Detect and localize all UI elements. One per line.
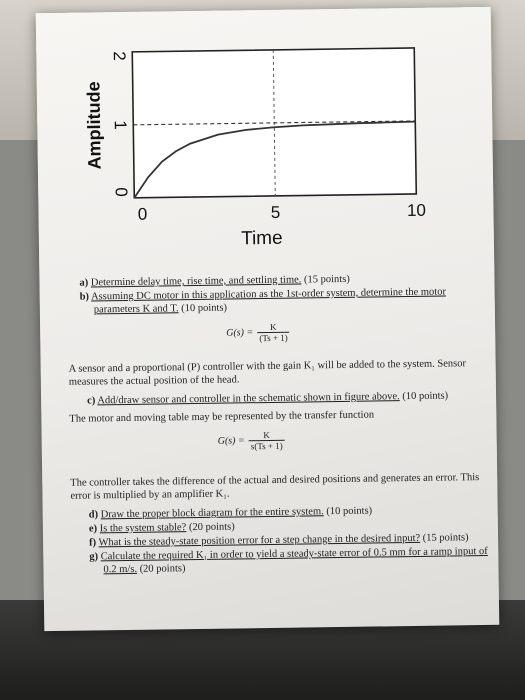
x-tick-label: 5 <box>270 202 281 222</box>
transfer-function-2 <box>218 430 285 452</box>
controller-paragraph-line-1: The controller takes the difference of the actual and desired positions and generates an error. This <box>70 472 480 489</box>
controller-paragraph-line-2: error is multiplied by an amplifier K₁. <box>70 488 230 502</box>
question-f-points: (15 points) <box>420 532 469 544</box>
formula-1-lhs: G(s) = <box>226 327 254 339</box>
formula-2-numerator: K <box>249 430 285 442</box>
question-b-cont <box>94 302 227 317</box>
question-f-label: f) <box>89 537 97 549</box>
x-tick-label: 10 <box>406 200 427 221</box>
sensor-paragraph-line-1: A sensor and a proportional (P) controller with the gain K₁ will be added to the system. Sensor <box>68 358 467 375</box>
question-e-points: (20 points) <box>186 521 235 534</box>
x-tick-label: 0 <box>137 204 148 224</box>
formula-1-numerator: K <box>257 322 290 333</box>
step-response-chart <box>36 7 494 253</box>
y-axis-label: Amplitude <box>83 81 105 170</box>
question-a-label: a) <box>79 277 89 289</box>
question-a-text: Determine delay time, rise time, and settling time. <box>90 274 302 289</box>
y-tick-label: 2 <box>109 51 129 61</box>
question-b-text-1: Assuming DC motor in this application as the 1st-order system, determine the motor <box>90 286 447 303</box>
question-g-text-1: Calculate the required K₁ in order to yield a steady-state error of 0.5 mm for a ramp input of <box>100 545 488 563</box>
question-d-points: (10 points) <box>323 505 373 518</box>
question-d-text: Draw the proper block diagram for the entire system. <box>100 506 324 521</box>
question-c-label: c) <box>87 395 96 407</box>
question-c-points: (10 points) <box>399 390 449 403</box>
formula-2-denominator: s(Ts + 1) <box>250 440 283 452</box>
sensor-paragraph-line-2: measures the actual position of the head. <box>68 374 240 388</box>
question-g-points: (20 points) <box>136 563 186 575</box>
question-d <box>89 505 373 522</box>
motor-paragraph: The motor and moving table may be represented by the transfer function <box>69 409 375 425</box>
question-b-points: (10 points) <box>178 302 228 315</box>
formula-2-lhs: G(s) = <box>217 435 245 447</box>
transfer-function-1 <box>226 322 290 344</box>
question-a-points: (15 points) <box>301 273 350 286</box>
question-f-text: What is the steady-state position error for a step change in the desired input? <box>98 532 421 549</box>
question-g-cont <box>103 562 185 576</box>
formula-2-fraction <box>249 430 285 451</box>
question-e-label: e) <box>88 523 98 535</box>
paper-sheet <box>36 7 500 631</box>
question-g-label: g) <box>89 551 99 563</box>
question-e <box>89 520 235 535</box>
question-c-text: Add/draw sensor and controller in the schematic shown in figure above. <box>97 391 400 407</box>
question-b-text-2: parameters K and T. <box>93 303 179 316</box>
question-c <box>87 389 448 407</box>
y-tick-label: 1 <box>110 120 130 130</box>
question-g-text-2: 0.2 m/s. <box>103 563 138 576</box>
y-tick-label: 0 <box>111 187 131 197</box>
formula-1-denominator: (Ts + 1) <box>259 332 288 344</box>
question-d-label: d) <box>88 509 99 521</box>
x-axis-label: Time <box>240 227 283 250</box>
question-b-label: b) <box>79 291 90 303</box>
question-e-text: Is the system stable? <box>99 522 187 535</box>
formula-1-fraction <box>257 322 290 343</box>
